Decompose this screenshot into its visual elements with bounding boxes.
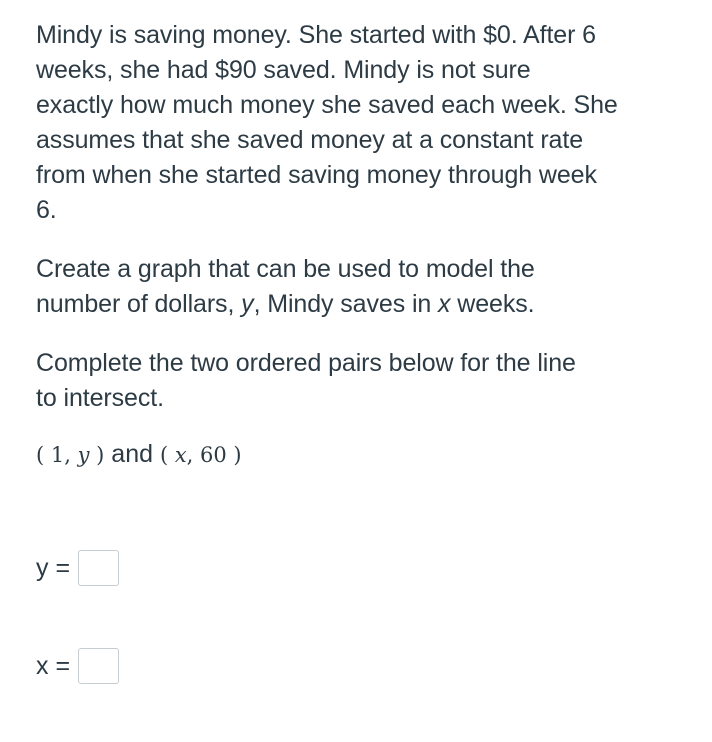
ordered-pairs (36, 437, 686, 473)
problem-line-5: from when she started saving money through week (36, 161, 597, 189)
instruction-line-2 (36, 287, 686, 322)
y-answer-row (36, 550, 119, 586)
problem-paragraph (36, 18, 686, 228)
y-answer-label: y = (36, 553, 71, 582)
pair-1-variable: y (77, 443, 90, 467)
instruction-text-a: number of dollars, (36, 290, 242, 318)
variable-x: x (438, 290, 451, 318)
x-answer-row (36, 648, 119, 684)
prompt-paragraph (36, 346, 686, 416)
problem-line-4: assumes that she saved money at a constant rate (36, 126, 583, 154)
pair-2-close: , 60 ) (186, 443, 242, 467)
x-answer-input[interactable] (78, 648, 119, 684)
pair-2-open: ( (159, 443, 175, 467)
instruction-text-c: weeks. (450, 290, 535, 318)
problem-line-6: 6. (36, 196, 57, 224)
instruction-paragraph (36, 252, 686, 322)
variable-y: y (241, 290, 254, 318)
y-answer-input[interactable] (78, 550, 119, 586)
question-body (36, 18, 686, 473)
x-answer-label: x = (36, 651, 71, 680)
pair-1-open: ( 1, (36, 443, 78, 467)
problem-line-3: exactly how much money she saved each week. She (36, 91, 618, 119)
prompt-line-2: to intersect. (36, 384, 164, 412)
pair-joiner: and (104, 440, 160, 468)
problem-line-2: weeks, she had $90 saved. Mindy is not sure (36, 56, 531, 84)
instruction-text-b: , Mindy saves in (253, 290, 439, 318)
pair-1-close: ) (89, 443, 105, 467)
problem-line-1: Mindy is saving money. She started with $0. After 6 (36, 21, 596, 49)
instruction-line-1: Create a graph that can be used to model the (36, 255, 535, 283)
prompt-line-1: Complete the two ordered pairs below for the line (36, 349, 576, 377)
pair-2-variable: x (174, 443, 187, 467)
